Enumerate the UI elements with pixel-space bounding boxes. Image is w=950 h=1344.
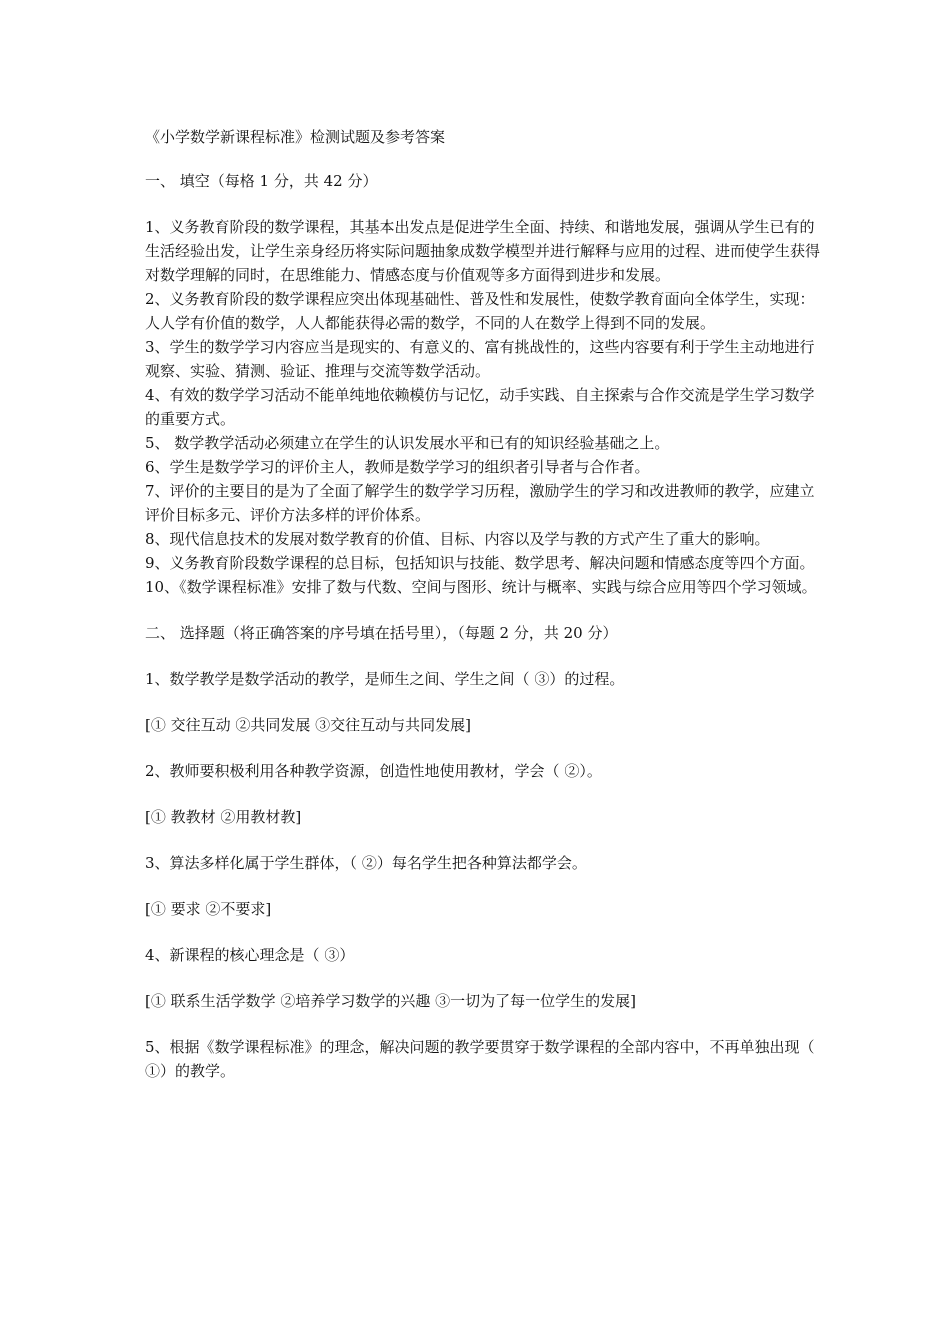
multiple-choice-list	[145, 667, 825, 1083]
fill-item: 3、学生的数学学习内容应当是现实的、有意义的、富有挑战性的，这些内容要有利于学生主动地进行观察、实验、猜测、验证、推理与交流等数学活动。	[145, 338, 815, 380]
question-text: 2、教师要积极利用各种教学资源，创造性地使用教材，学会（ ②）。	[145, 762, 602, 780]
question-options: [① 要求 ②不要求]	[145, 900, 272, 918]
fill-item: 10、《数学课程标准》安排了数与代数、空间与图形、统计与概率、实践与综合应用等四个学习领域。	[145, 578, 817, 596]
question-options: [① 联系生活学数学 ②培养学习数学的兴趣 ③一切为了每一位学生的发展]	[145, 992, 637, 1010]
fill-item: 1、义务教育阶段的数学课程，其基本出发点是促进学生全面、持续、和谐地发展，强调从学生已有的生活经验出发，让学生亲身经历将实际问题抽象成数学模型并进行解释与应用的过程、进而使学生获得对数学理解的同时，在思维能力、情感态度与价值观等多方面得到进步和发展。	[145, 218, 821, 284]
question-text: 4、新课程的核心理念是（ ③）	[145, 946, 355, 964]
document-title: 《小学数学新课程标准》检测试题及参考答案	[145, 128, 446, 146]
fill-item: 2、义务教育阶段的数学课程应突出体现基础性、普及性和发展性，使数学教育面向全体学生，实现：人人学有价值的数学，人人都能获得必需的数学，不同的人在数学上得到不同的发展。	[145, 290, 815, 332]
question-options: [① 交往互动 ②共同发展 ③交往互动与共同发展]	[145, 716, 472, 734]
fill-item: 7、评价的主要目的是为了全面了解学生的数学学习历程，激励学生的学习和改进教师的教学，应建立评价目标多元、评价方法多样的评价体系。	[145, 482, 815, 524]
question-text: 3、算法多样化属于学生群体，（ ②）每名学生把各种算法都学会。	[145, 854, 587, 872]
fill-item: 9、义务教育阶段数学课程的总目标，包括知识与技能、数学思考、解决问题和情感态度等四个方面。	[145, 554, 815, 572]
section2-heading: 二、 选择题（将正确答案的序号填在括号里），（每题 2 分，共 20 分）	[145, 624, 618, 642]
question-options: [① 教教材 ②用教材教]	[145, 808, 302, 826]
fill-item: 5、 数学教学活动必须建立在学生的认识发展水平和已有的知识经验基础之上。	[145, 434, 670, 452]
fill-item: 6、学生是数学学习的评价主人，教师是数学学习的组织者引导者与合作者。	[145, 458, 650, 476]
fill-item: 4、有效的数学学习活动不能单纯地依赖模仿与记忆，动手实践、自主探索与合作交流是学生学习数学的重要方式。	[145, 386, 815, 428]
section1-heading: 一、 填空（每格 1 分，共 42 分）	[145, 172, 378, 190]
document-body	[145, 125, 825, 1105]
fill-in-list	[145, 215, 825, 599]
question-text: 1、数学教学是数学活动的教学，是师生之间、学生之间（ ③）的过程。	[145, 670, 625, 688]
question-text: 5、根据《数学课程标准》的理念，解决问题的教学要贯穿于数学课程的全部内容中，不再单独出现（ ①）的教学。	[145, 1038, 815, 1080]
fill-item: 8、现代信息技术的发展对数学教育的价值、目标、内容以及学与教的方式产生了重大的影响。	[145, 530, 770, 548]
